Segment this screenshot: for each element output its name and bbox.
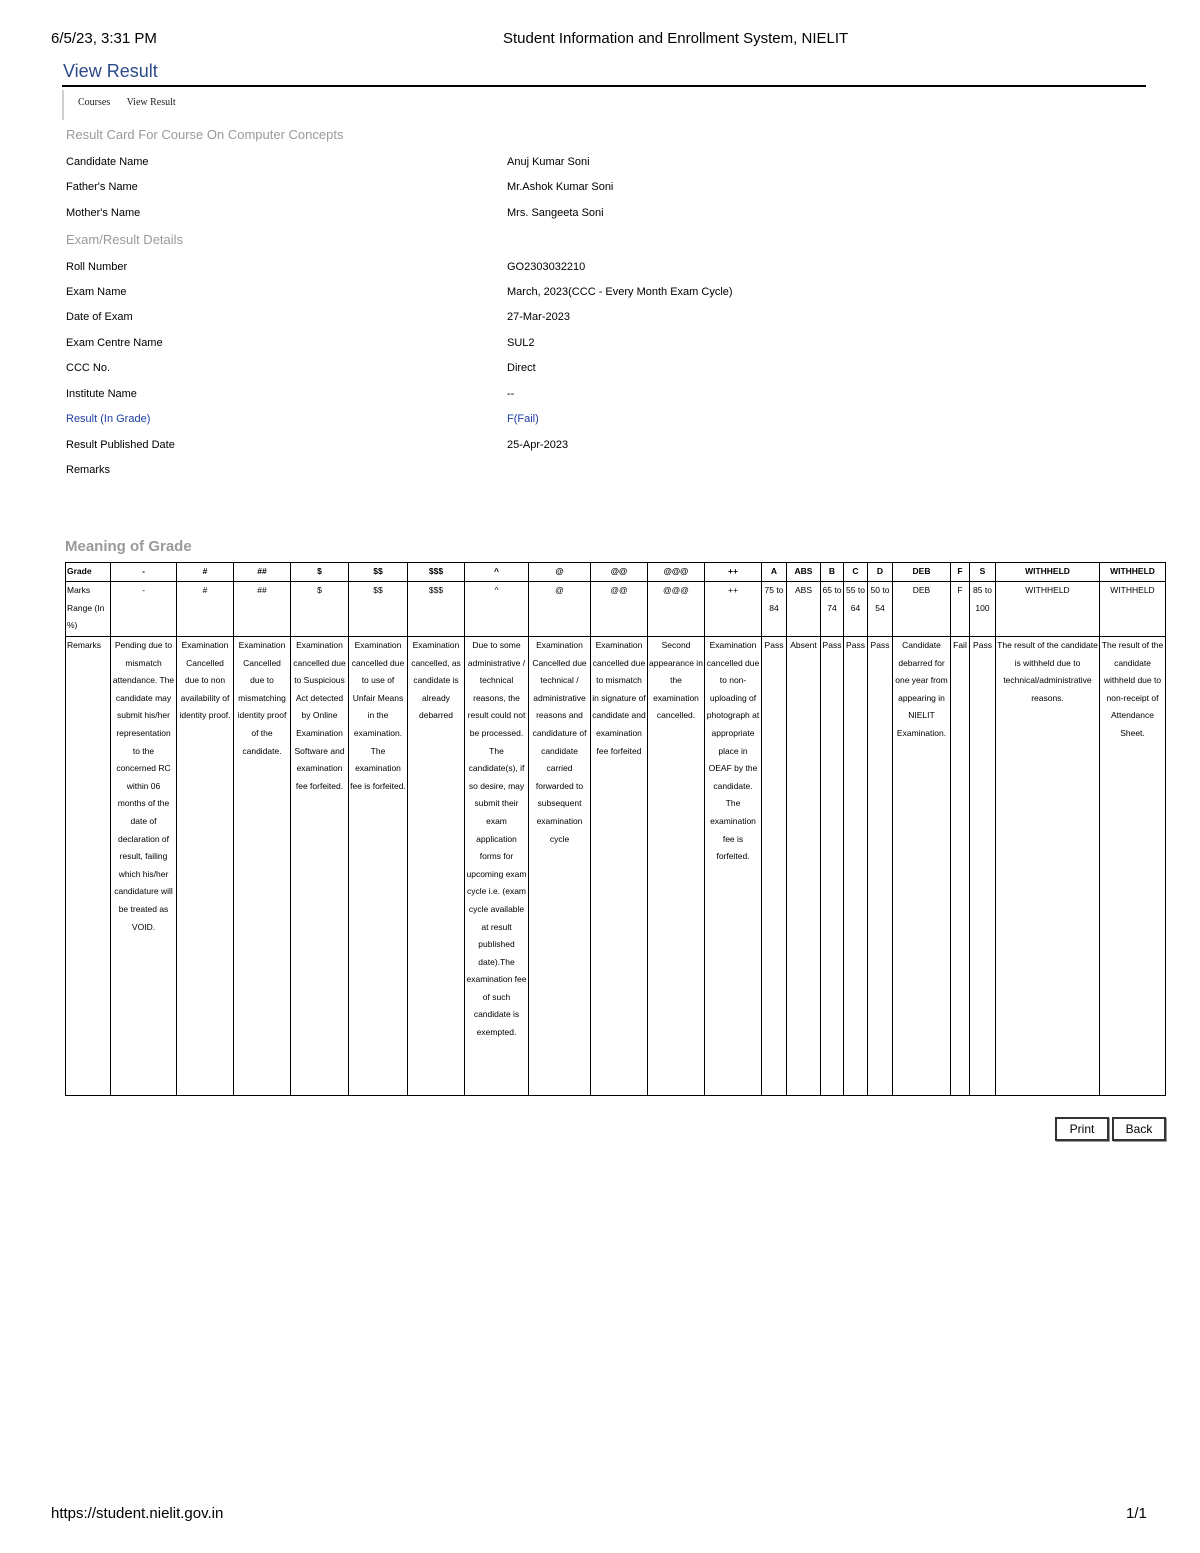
- marks-range-cell: $: [291, 582, 349, 637]
- grade-row: [66, 563, 1166, 582]
- roll-number-value: GO2303032210: [507, 261, 586, 273]
- print-date: 6/5/23, 3:31 PM: [51, 30, 157, 47]
- marks-range-cell: 65 to 74: [821, 582, 844, 637]
- remark-cell: Absent: [787, 637, 821, 1096]
- grade-cell: $$: [349, 563, 408, 582]
- result-grade-value: F(Fail): [507, 413, 539, 425]
- roll-number-label: Roll Number: [66, 261, 128, 273]
- exam-name-value: March, 2023(CCC - Every Month Exam Cycle): [507, 286, 733, 298]
- grade-cell: B: [821, 563, 844, 582]
- remark-cell: Examination cancelled due to non-uploading of photograph at appropriate place in OEAF by the candidate. The examination fee is forfeited.: [705, 637, 762, 1096]
- marks-range-cell: ABS: [787, 582, 821, 637]
- grade-cell: DEB: [893, 563, 951, 582]
- result-grade-label: Result (In Grade): [66, 413, 151, 425]
- grade-cell: C: [844, 563, 868, 582]
- back-button[interactable]: Back: [1112, 1117, 1166, 1141]
- remark-cell: Second appearance in the examination cancelled.: [648, 637, 705, 1096]
- breadcrumb: [62, 90, 190, 120]
- heading-divider: [62, 85, 1146, 87]
- remark-cell: Examination Cancelled due technical / administrative reasons and candidature of candidate carried forwarded to subsequent examination cycle: [529, 637, 591, 1096]
- remark-cell: The result of the candidate is withheld due to technical/administrative reasons.: [996, 637, 1100, 1096]
- grade-cell: ++: [705, 563, 762, 582]
- remark-cell: Examination Cancelled due to non availability of identity proof.: [177, 637, 234, 1096]
- father-name-label: Father's Name: [66, 181, 138, 193]
- grade-cell: A: [762, 563, 787, 582]
- marks-range-cell: 50 to 54: [868, 582, 893, 637]
- remark-cell: The result of the candidate withheld due to non-receipt of Attendance Sheet.: [1100, 637, 1166, 1096]
- ccc-no-label: CCC No.: [66, 362, 111, 374]
- marks-range-header: Marks Range (In %): [66, 582, 111, 637]
- marks-range-cell: $$: [349, 582, 408, 637]
- grade-cell: WITHHELD: [996, 563, 1100, 582]
- print-footer-url: https://student.nielit.gov.in: [51, 1505, 224, 1522]
- grade-cell: $: [291, 563, 349, 582]
- remark-cell: Examination Cancelled due to mismatching identity proof of the candidate.: [234, 637, 291, 1096]
- father-name-value: Mr.Ashok Kumar Soni: [507, 181, 614, 193]
- grade-cell: @: [529, 563, 591, 582]
- marks-range-cell: DEB: [893, 582, 951, 637]
- ccc-no-value: Direct: [507, 362, 536, 374]
- print-footer-page: 1/1: [1126, 1505, 1147, 1522]
- marks-range-cell: @@: [591, 582, 648, 637]
- remark-cell: Candidate debarred for one year from appearing in NIELIT Examination.: [893, 637, 951, 1096]
- remark-cell: Pass: [821, 637, 844, 1096]
- exam-details-title: Exam/Result Details: [66, 232, 184, 247]
- marks-range-cell: ^: [465, 582, 529, 637]
- grade-cell: #: [177, 563, 234, 582]
- remark-cell: Examination cancelled, as candidate is already debarred: [408, 637, 465, 1096]
- grade-cell: @@@: [648, 563, 705, 582]
- grade-meaning-table-wrap: [65, 562, 1164, 1102]
- remark-cell: Examination cancelled due to Suspicious Act detected by Online Examination Software and examination fee forfeited.: [291, 637, 349, 1096]
- grade-cell: ^: [465, 563, 529, 582]
- marks-range-cell: @: [529, 582, 591, 637]
- page-heading: View Result: [63, 61, 158, 81]
- breadcrumb-current: View Result: [126, 97, 176, 108]
- remark-cell: Examination cancelled due to use of Unfair Means in the examination. The examination fee is forfeited.: [349, 637, 408, 1096]
- remark-cell: Pass: [970, 637, 996, 1096]
- marks-range-cell: WITHHELD: [1100, 582, 1166, 637]
- mother-name-value: Mrs. Sangeeta Soni: [507, 207, 604, 219]
- marks-range-cell: -: [111, 582, 177, 637]
- remark-cell: Pass: [844, 637, 868, 1096]
- remark-cell: Pending due to mismatch attendance. The candidate may submit his/her representation to the concerned RC within 06 months of the date of declaration of result, failing which his/her candidature will be treated as VOID.: [111, 637, 177, 1096]
- exam-centre-label: Exam Centre Name: [66, 337, 163, 349]
- breadcrumb-courses-link[interactable]: Courses: [78, 97, 111, 108]
- grade-cell: S: [970, 563, 996, 582]
- marks-range-row: [66, 582, 1166, 637]
- remark-cell: Due to some administrative / technical reasons, the result could not be processed. The candidate(s), if so desire, may submit their exam application forms for upcoming exam cycle i.e. (exam cycle available at result published date).The examination fee of such candidate is exempted.: [465, 637, 529, 1096]
- grade-cell: ABS: [787, 563, 821, 582]
- marks-range-cell: WITHHELD: [996, 582, 1100, 637]
- remark-cell: Pass: [762, 637, 787, 1096]
- candidate-name-label: Candidate Name: [66, 156, 149, 168]
- marks-range-cell: $$$: [408, 582, 465, 637]
- grade-cell: WITHHELD: [1100, 563, 1166, 582]
- exam-date-label: Date of Exam: [66, 311, 133, 323]
- institute-name-value: --: [507, 388, 515, 400]
- grade-cell: ##: [234, 563, 291, 582]
- grade-cell: $$$: [408, 563, 465, 582]
- marks-range-cell: F: [951, 582, 970, 637]
- remark-cell: Fail: [951, 637, 970, 1096]
- marks-range-cell: 75 to 84: [762, 582, 787, 637]
- remark-header: Remarks: [66, 637, 111, 1096]
- remark-cell: Pass: [868, 637, 893, 1096]
- grade-meaning-title: Meaning of Grade: [65, 538, 192, 555]
- institute-name-label: Institute Name: [66, 388, 137, 400]
- grade-header: Grade: [66, 563, 111, 582]
- published-date-label: Result Published Date: [66, 439, 175, 451]
- marks-range-cell: ##: [234, 582, 291, 637]
- remarks-label: Remarks: [66, 464, 111, 476]
- grade-cell: @@: [591, 563, 648, 582]
- grade-cell: F: [951, 563, 970, 582]
- grade-cell: D: [868, 563, 893, 582]
- marks-range-cell: 55 to 64: [844, 582, 868, 637]
- print-page-title: Student Information and Enrollment System, NIELIT: [503, 30, 849, 47]
- grade-cell: -: [111, 563, 177, 582]
- grade-meaning-table: [65, 562, 1166, 1096]
- candidate-name-value: Anuj Kumar Soni: [507, 156, 590, 168]
- exam-centre-value: SUL2: [507, 337, 535, 349]
- exam-name-label: Exam Name: [66, 286, 127, 298]
- exam-date-value: 27-Mar-2023: [507, 311, 570, 323]
- marks-range-cell: @@@: [648, 582, 705, 637]
- marks-range-cell: 85 to 100: [970, 582, 996, 637]
- remarks-row: [66, 637, 1166, 1096]
- published-date-value: 25-Apr-2023: [507, 439, 569, 451]
- marks-range-cell: ++: [705, 582, 762, 637]
- marks-range-cell: #: [177, 582, 234, 637]
- result-card-title: Result Card For Course On Computer Concepts: [66, 127, 344, 142]
- print-button[interactable]: Print: [1055, 1117, 1109, 1141]
- remark-cell: Examination cancelled due to mismatch in signature of candidate and examination fee forfeited: [591, 637, 648, 1096]
- mother-name-label: Mother's Name: [66, 207, 141, 219]
